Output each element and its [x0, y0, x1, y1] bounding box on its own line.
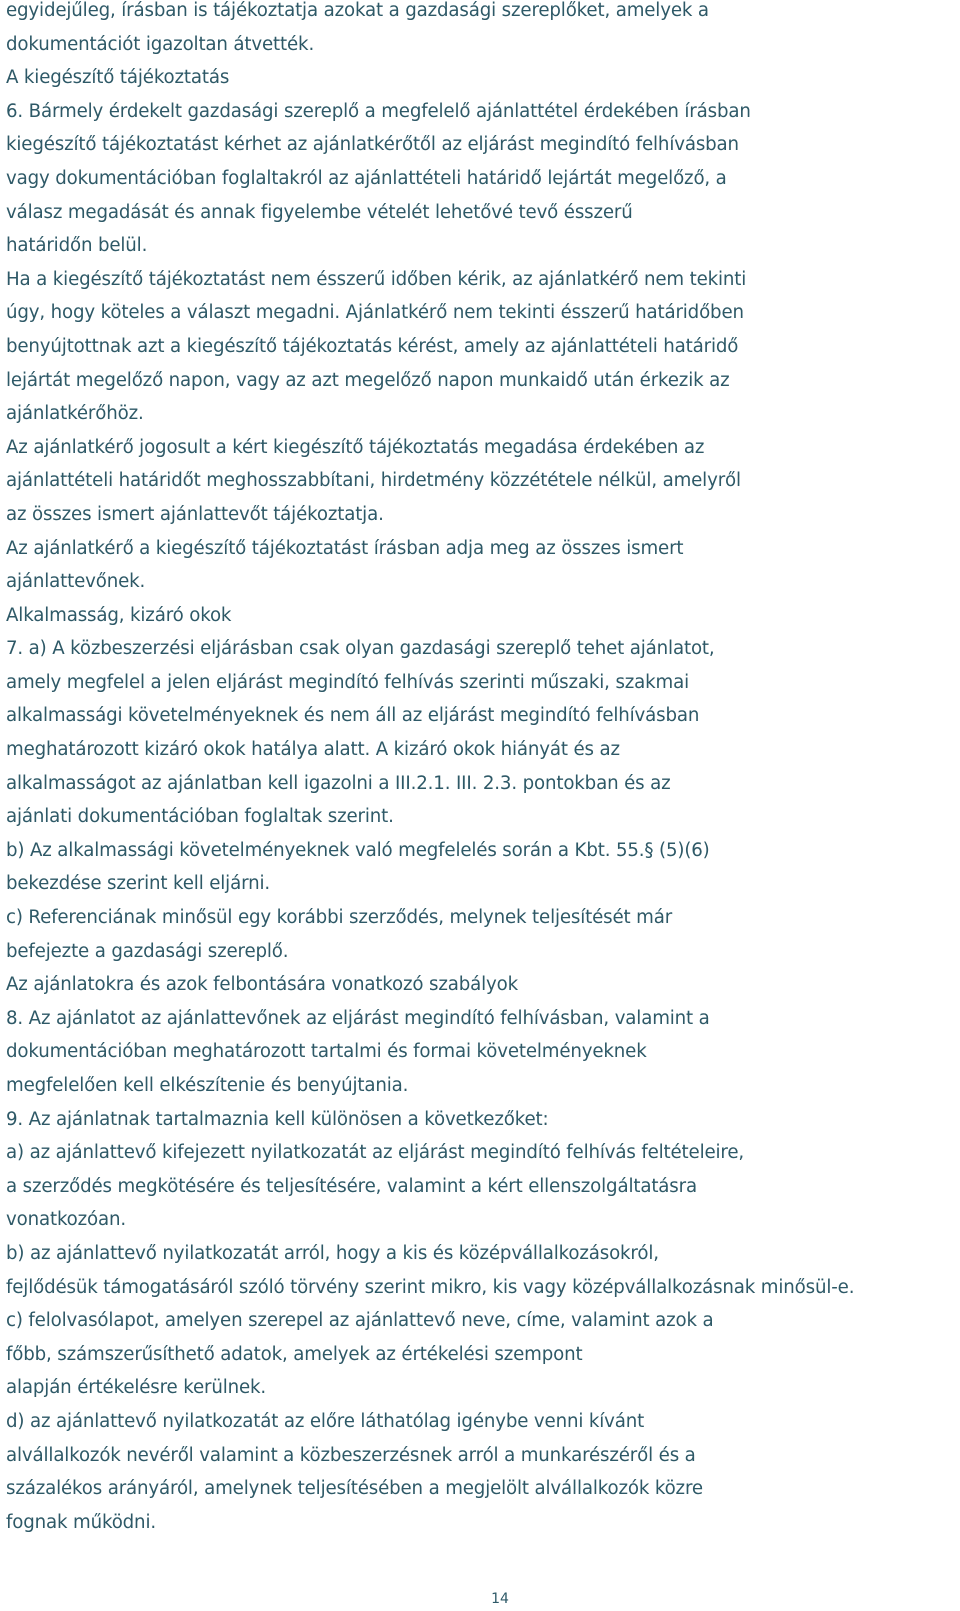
text-line: határidőn belül.: [6, 235, 148, 257]
text-line: Ha a kiegészítő tájékoztatást nem ésszerű időben kérik, az ajánlatkérő nem tekinti: [6, 268, 747, 290]
text-line: fognak működni.: [6, 1511, 156, 1533]
text-line: fejlődésük támogatásáról szóló törvény szerint mikro, kis vagy középvállalkozásnak minősül-e.: [6, 1276, 855, 1298]
text-line: Az ajánlatkérő a kiegészítő tájékoztatást írásban adja meg az összes ismert: [6, 537, 684, 559]
text-line: az összes ismert ajánlattevőt tájékoztatja.: [6, 503, 384, 525]
text-line: 6. Bármely érdekelt gazdasági szereplő a megfelelő ajánlattétel érdekében írásban: [6, 100, 751, 122]
text-line: százalékos arányáról, amelynek teljesítésében a megjelölt alvállalkozók közre: [6, 1478, 703, 1500]
text-line: alkalmasságot az ajánlatban kell igazolni a III.2.1. III. 2.3. pontokban és az: [6, 772, 671, 794]
text-line: A kiegészítő tájékoztatás: [6, 67, 230, 89]
text-line: befejezte a gazdasági szereplő.: [6, 940, 289, 962]
text-line: bekezdése szerint kell eljárni.: [6, 873, 270, 895]
text-line: meghatározott kizáró okok hatálya alatt. A kizáró okok hiányát és az: [6, 739, 620, 761]
text-line: ajánlati dokumentációban foglaltak szerint.: [6, 806, 394, 828]
text-line: főbb, számszerűsíthető adatok, amelyek az értékelési szempont: [6, 1343, 583, 1365]
text-line: c) felolvasólapot, amelyen szerepel az ajánlattevő neve, címe, valamint azok a: [6, 1310, 714, 1332]
text-line: dokumentációban meghatározott tartalmi és formai követelményeknek: [6, 1041, 647, 1063]
text-line: b) Az alkalmassági követelményeknek való megfelelés során a Kbt. 55.§ (5)(6): [6, 839, 710, 861]
text-line: benyújtottnak azt a kiegészítő tájékoztatás kérést, amely az ajánlattételi határidő: [6, 335, 739, 357]
text-line: megfelelően kell elkészítenie és benyújtania.: [6, 1075, 409, 1096]
text-line: a szerződés megkötésére és teljesítésére, valamint a kért ellenszolgáltatásra: [6, 1175, 697, 1197]
text-line: b) az ajánlattevő nyilatkozatát arról, hogy a kis és középvállalkozásokról,: [6, 1242, 659, 1264]
text-line: d) az ajánlattevő nyilatkozatát az előre láthatólag igénybe venni kívánt: [6, 1410, 645, 1432]
page-number: 14: [491, 1591, 509, 1607]
text-line: Az ajánlatkérő jogosult a kért kiegészítő tájékoztatás megadása érdekében az: [6, 436, 705, 458]
text-line: ajánlattételi határidőt meghosszabbítani, hirdetmény közzététele nélkül, amelyről: [6, 470, 741, 492]
text-line: ajánlattevőnek.: [6, 571, 146, 593]
text-line: c) Referenciának minősül egy korábbi szerződés, melynek teljesítését már: [6, 907, 673, 929]
text-line: úgy, hogy köteles a választ megadni. Ajánlatkérő nem tekinti ésszerű határidőben: [6, 302, 744, 324]
text-line: 9. Az ajánlatnak tartalmaznia kell különösen a következőket:: [6, 1108, 549, 1130]
text-line: alapján értékelésre kerülnek.: [6, 1377, 267, 1399]
text-line: Alkalmasság, kizáró okok: [6, 604, 232, 626]
text-line: kiegészítő tájékoztatást kérhet az ajánlatkérőtől az eljárást megindító felhívásban: [6, 134, 739, 156]
text-line: a) az ajánlattevő kifejezett nyilatkozatát az eljárást megindító felhívás feltételeire,: [6, 1142, 745, 1164]
text-line: amely megfelel a jelen eljárást megindító felhívás szerinti műszaki, szakmai: [6, 671, 690, 693]
document-body-text: [6, 0, 956, 1539]
text-line: 7. a) A közbeszerzési eljárásban csak olyan gazdasági szereplő tehet ajánlatot,: [6, 638, 715, 660]
text-line: alvállalkozók nevéről valamint a közbeszerzésnek arról a munkarészéről és a: [6, 1444, 696, 1466]
text-line: 8. Az ajánlatot az ajánlattevőnek az eljárást megindító felhívásban, valamint a: [6, 1007, 710, 1029]
text-line: ajánlatkérőhöz.: [6, 403, 144, 425]
text-line: válasz megadását és annak figyelembe vételét lehetővé tevő ésszerű: [6, 201, 633, 223]
text-line: vonatkozóan.: [6, 1209, 127, 1231]
text-line: dokumentációt igazoltan átvették.: [6, 33, 315, 55]
text-line: alkalmassági követelményeknek és nem áll az eljárást megindító felhívásban: [6, 705, 700, 727]
text-line: egyidejűleg, írásban is tájékoztatja azokat a gazdasági szereplőket, amelyek a: [6, 0, 709, 21]
text-line: Az ajánlatokra és azok felbontására vonatkozó szabályok: [6, 974, 519, 996]
text-line: vagy dokumentációban foglaltakról az ajánlattételi határidő lejártát megelőző, a: [6, 167, 727, 189]
text-line: lejártát megelőző napon, vagy az azt megelőző napon munkaidő után érkezik az: [6, 369, 730, 391]
